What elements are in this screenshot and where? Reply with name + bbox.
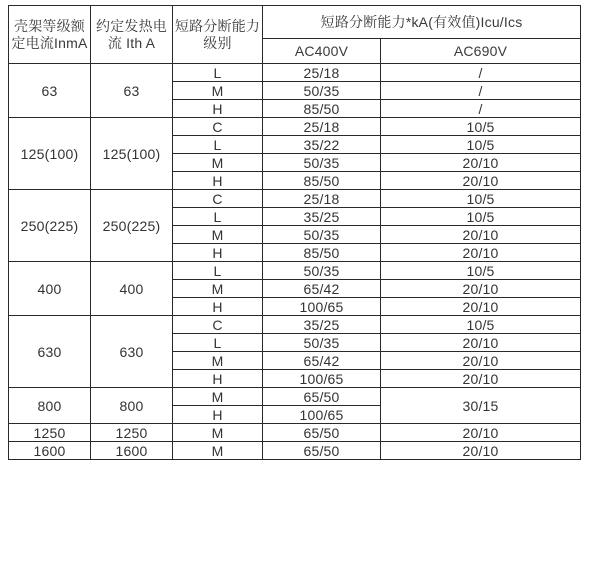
ac690-cell: 10/5 xyxy=(381,190,581,208)
breaking-level-cell: H xyxy=(173,370,263,388)
ac690-cell: 10/5 xyxy=(381,208,581,226)
breaking-level-cell: M xyxy=(173,154,263,172)
frame-rating-cell: 125(100) xyxy=(9,118,91,190)
ac400-cell: 100/65 xyxy=(263,406,381,424)
ac690-cell: / xyxy=(381,64,581,82)
breaking-level-cell: H xyxy=(173,244,263,262)
header-ac690: AC690V xyxy=(381,39,581,64)
ac690-cell: 30/15 xyxy=(381,388,581,424)
ac400-cell: 100/65 xyxy=(263,298,381,316)
ac400-cell: 35/22 xyxy=(263,136,381,154)
header-ac400: AC400V xyxy=(263,39,381,64)
thermal-current-cell: 125(100) xyxy=(91,118,173,190)
breaking-level-cell: H xyxy=(173,100,263,118)
breaking-level-cell: L xyxy=(173,64,263,82)
ac400-cell: 65/42 xyxy=(263,280,381,298)
breaking-level-cell: M xyxy=(173,442,263,460)
ac400-cell: 50/35 xyxy=(263,154,381,172)
ac690-cell: 20/10 xyxy=(381,154,581,172)
breaking-level-cell: M xyxy=(173,82,263,100)
table-row xyxy=(9,442,581,460)
ac400-cell: 65/42 xyxy=(263,352,381,370)
breaking-level-cell: C xyxy=(173,118,263,136)
ac690-cell: / xyxy=(381,82,581,100)
frame-rating-cell: 1250 xyxy=(9,424,91,442)
breaker-spec-table xyxy=(8,5,581,460)
thermal-current-cell: 630 xyxy=(91,316,173,388)
ac400-cell: 35/25 xyxy=(263,316,381,334)
breaking-level-cell: M xyxy=(173,352,263,370)
ac400-cell: 25/18 xyxy=(263,118,381,136)
ac400-cell: 50/35 xyxy=(263,82,381,100)
table-row xyxy=(9,262,581,280)
table-row xyxy=(9,190,581,208)
table-row xyxy=(9,424,581,442)
breaking-level-cell: C xyxy=(173,316,263,334)
header-breaking-capacity: 短路分断能力*kA(有效值)Icu/Ics xyxy=(263,6,581,39)
breaking-level-cell: L xyxy=(173,334,263,352)
ac400-cell: 35/25 xyxy=(263,208,381,226)
breaking-level-cell: H xyxy=(173,172,263,190)
frame-rating-cell: 630 xyxy=(9,316,91,388)
breaking-level-cell: L xyxy=(173,208,263,226)
breaking-level-cell: H xyxy=(173,406,263,424)
ac400-cell: 85/50 xyxy=(263,172,381,190)
ac690-cell: 20/10 xyxy=(381,244,581,262)
ac400-cell: 85/50 xyxy=(263,100,381,118)
ac690-cell: 20/10 xyxy=(381,334,581,352)
breaking-level-cell: M xyxy=(173,424,263,442)
frame-rating-cell: 63 xyxy=(9,64,91,118)
ac690-cell: 20/10 xyxy=(381,352,581,370)
ac400-cell: 50/35 xyxy=(263,334,381,352)
breaking-level-cell: H xyxy=(173,298,263,316)
thermal-current-cell: 250(225) xyxy=(91,190,173,262)
frame-rating-cell: 1600 xyxy=(9,442,91,460)
breaking-level-cell: M xyxy=(173,280,263,298)
ac400-cell: 50/35 xyxy=(263,226,381,244)
ac690-cell: 20/10 xyxy=(381,172,581,190)
ac400-cell: 65/50 xyxy=(263,424,381,442)
ac690-cell: 20/10 xyxy=(381,226,581,244)
table-row xyxy=(9,64,581,82)
ac400-cell: 65/50 xyxy=(263,442,381,460)
ac690-cell: 10/5 xyxy=(381,262,581,280)
table-body xyxy=(9,64,581,460)
breaking-level-cell: M xyxy=(173,388,263,406)
table-row xyxy=(9,388,581,406)
ac690-cell: 10/5 xyxy=(381,316,581,334)
thermal-current-cell: 1250 xyxy=(91,424,173,442)
ac690-cell: 20/10 xyxy=(381,442,581,460)
ac690-cell: 20/10 xyxy=(381,370,581,388)
breaking-level-cell: L xyxy=(173,136,263,154)
ac400-cell: 50/35 xyxy=(263,262,381,280)
thermal-current-cell: 1600 xyxy=(91,442,173,460)
ac400-cell: 25/18 xyxy=(263,190,381,208)
ac690-cell: 20/10 xyxy=(381,424,581,442)
thermal-current-cell: 63 xyxy=(91,64,173,118)
ac690-cell: / xyxy=(381,100,581,118)
ac400-cell: 25/18 xyxy=(263,64,381,82)
ac690-cell: 20/10 xyxy=(381,280,581,298)
header-frame-rating: 壳架等级额定电流InmA xyxy=(9,6,91,64)
frame-rating-cell: 250(225) xyxy=(9,190,91,262)
table-row xyxy=(9,118,581,136)
breaking-level-cell: C xyxy=(173,190,263,208)
frame-rating-cell: 800 xyxy=(9,388,91,424)
ac690-cell: 10/5 xyxy=(381,118,581,136)
frame-rating-cell: 400 xyxy=(9,262,91,316)
thermal-current-cell: 800 xyxy=(91,388,173,424)
header-breaking-level: 短路分断能力级别 xyxy=(173,6,263,64)
thermal-current-cell: 400 xyxy=(91,262,173,316)
header-thermal-current: 约定发热电流 Ith A xyxy=(91,6,173,64)
breaking-level-cell: M xyxy=(173,226,263,244)
ac690-cell: 20/10 xyxy=(381,298,581,316)
ac400-cell: 65/50 xyxy=(263,388,381,406)
breaking-level-cell: L xyxy=(173,262,263,280)
ac400-cell: 100/65 xyxy=(263,370,381,388)
ac400-cell: 85/50 xyxy=(263,244,381,262)
ac690-cell: 10/5 xyxy=(381,136,581,154)
table-row xyxy=(9,316,581,334)
